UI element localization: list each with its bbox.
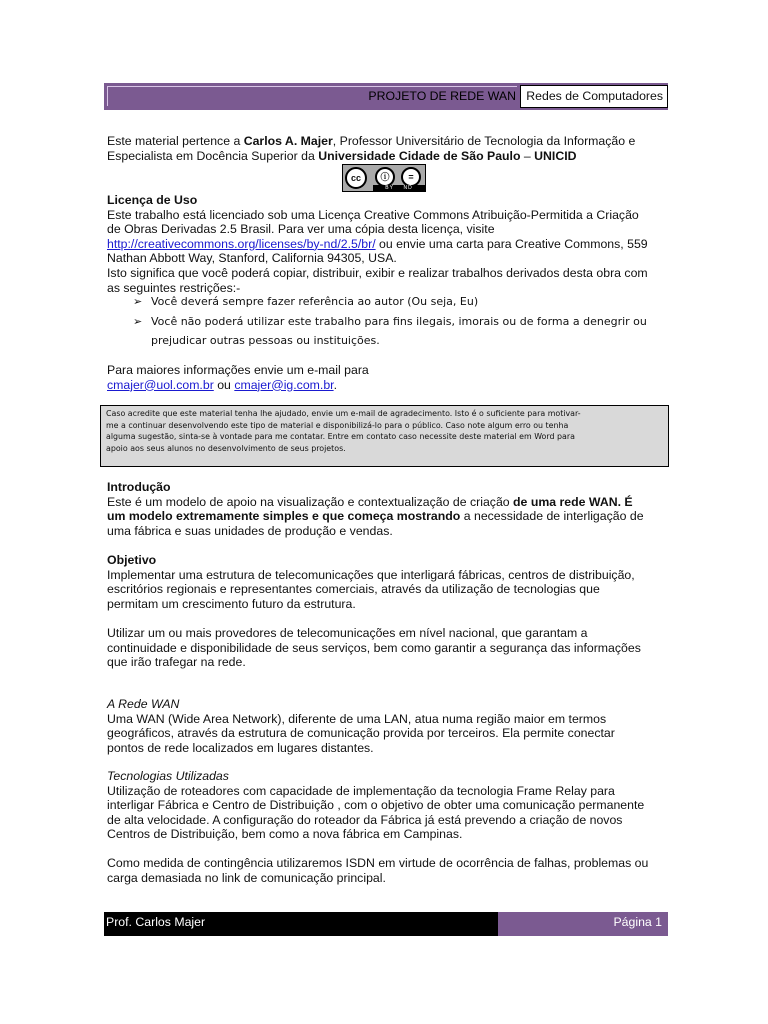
cc-logo-icon: cc: [345, 167, 367, 189]
ownership-paragraph: Este material pertence a Carlos A. Majer, Professor Universitário de Tecnologia da Informação e Especialista em Docência Superior da Universidade Cidade de São Paulo – UNICID: [107, 134, 636, 163]
footer-author: Prof. Carlos Majer: [104, 912, 498, 936]
license-section: Licença de Uso Este trabalho está licenciado sob uma Licença Creative Commons Atribuição-Permitida a Criação de Obras Derivadas 2.5 Brasil. Para ver uma cópia desta licença, visite http://creativecommons.org/licenses/by-nd/2.5/br/ ou envie uma carta para Creative Commons, 559 Nathan Abbott Way, Stanford, California 94305, USA. Isto significa que você poderá copiar, distribuir, exibir e realizar trabalhos derivados desta obra com as seguintes restrições:-: [107, 193, 667, 295]
objetivo-paragraph-2: Utilizar um ou mais provedores de telecomunicações em nível nacional, que garantam a continuidade e disponibilidade de seus serviços, bem como garantir a segurança das informações que irão trafegar na rede.: [107, 626, 641, 670]
contingencia-paragraph: Como medida de contingência utilizaremos ISDN em virtude de ocorrência de falhas, problemas ou carga demasiada no link de comunicação principal.: [107, 856, 649, 885]
tecnologias-section: Tecnologias Utilizadas Utilização de roteadores com capacidade de implementação da tecnologia Frame Relay para interligar Fábrica e Centro de Distribuição , com o objetivo de obter uma comunicação permanente de alta velocidade. A configuração do roteador da Fábrica já está prevendo a criação de novos Centros de Distribuição, bem como a nova fábrica em Campinas.: [107, 769, 667, 842]
author-name: Carlos A. Majer: [243, 134, 333, 148]
project-title: PROJETO DE REDE WAN: [368, 89, 516, 103]
arrow-bullet-icon: ➢: [133, 315, 143, 328]
thanks-note-box: Caso acredite que este material tenha lhe ajudado, envie um e-mail de agradecimento. Isto é o suficiente para motivar- me a continuar desenvolvendo este tipo de material e disponibilizá-lo para o público. Caso note algum erro ou tenha alguma sugestão, sinta-se à vontade para me contatar. Entre em contato caso necessite deste material em Word para apoio aos seus alunos no desenvolvimento de seus projetos.: [100, 405, 669, 467]
university-name: Universidade Cidade de São Paulo: [318, 148, 521, 163]
creative-commons-badge: [342, 164, 426, 192]
license-heading: Licença de Uso: [107, 193, 198, 207]
objetivo-section: Objetivo Implementar uma estrutura de telecomunicações que interligará fábricas, centros de distribuição, escritórios regionais e representantes comerciais, através da utilização de tecnologias que permitam um crescimento futuro da estrutura.: [107, 553, 667, 611]
subject-label: Redes de Computadores: [520, 85, 668, 108]
arrow-bullet-icon: ➢: [133, 295, 143, 308]
attribution-icon: ⓘ: [375, 167, 395, 187]
page-number: Página 1: [498, 912, 668, 936]
introducao-section: Introdução Este é um modelo de apoio na visualização e contextualização de criação de uma rede WAN. É um modelo extremamente simples e que começa mostrando a necessidade de interligação de uma fábrica e suas unidades de produção e vendas.: [107, 480, 667, 538]
page-header: [104, 83, 668, 110]
tecnologias-heading: Tecnologias Utilizadas: [107, 769, 229, 783]
contact-section: Para maiores informações envie um e-mail para cmajer@uol.com.br ou cmajer@ig.com.br.: [107, 363, 369, 392]
no-derivatives-icon: =: [401, 167, 421, 187]
rede-wan-section: A Rede WAN Uma WAN (Wide Area Network), diferente de uma LAN, atua numa região maior em termos geográficos, através da estrutura de comunicação provida por terceiros. Ela permite conectar pontos de rede localizados em lugares distantes.: [107, 697, 667, 755]
email-link-uol[interactable]: cmajer@uol.com.br: [107, 377, 214, 392]
introducao-heading: Introdução: [107, 480, 171, 494]
objetivo-heading: Objetivo: [107, 553, 157, 567]
email-link-ig[interactable]: cmajer@ig.com.br: [234, 377, 334, 392]
page-footer: [104, 912, 668, 936]
license-link[interactable]: http://creativecommons.org/licenses/by-nd/2.5/br/: [107, 236, 376, 251]
rede-wan-heading: A Rede WAN: [107, 697, 180, 711]
cc-strip: BY ND: [373, 185, 425, 191]
